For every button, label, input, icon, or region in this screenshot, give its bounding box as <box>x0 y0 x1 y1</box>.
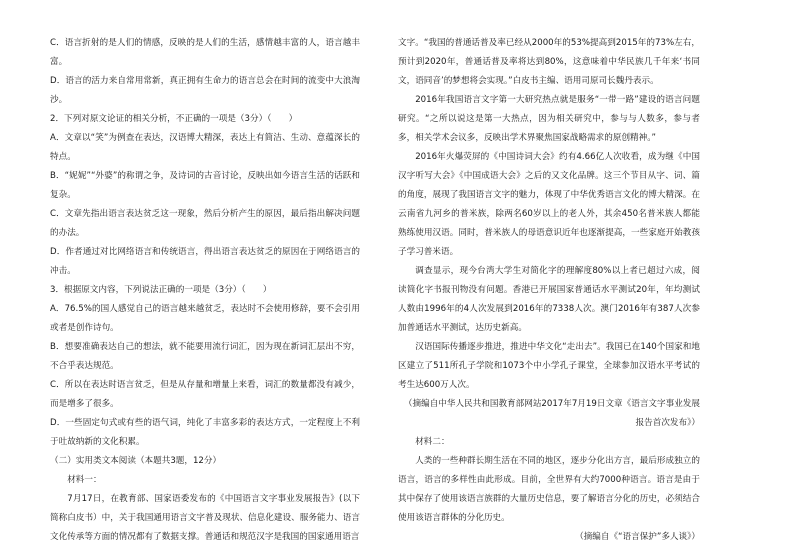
paragraph: 7月17日，在教育部、国家语委发布的《中国语言文字事业发展报告》(以下简称白皮书）中，关于我国通用语言文字普及现状、信息化建设、服务能力、语言文化传承等方面的情况都有了数据支撑。普通话和规范汉字是我国的国家通用语言 <box>50 494 360 542</box>
left-column <box>50 34 360 547</box>
paragraph: 2016年我国语言文字第一大研究热点就是服务“一带一路”建设的语言问题研究。“之所以说这是第一大热点，因为相关研究中，参与与人数多，参与者多，相关学术会议多，反映出学术界聚焦国家战略需求的原创精神。” <box>398 95 700 143</box>
paragraph: C．文章先指出语言表达贫乏这一现象，然后分析产生的原因，最后指出解决问题的办法。 <box>50 209 360 238</box>
paragraph: A．76.5%的国人感觉自己的语言越来越贫乏，表达时不会使用修辞，要不会引用或者是创作诗句。 <box>50 304 360 333</box>
paragraph: （摘编自《“语言保护”多人谈》） <box>575 532 700 542</box>
paragraph: C．语言折射的是人们的情感，反映的是人们的生活，感情越丰富的人，语言越丰富。 <box>50 38 360 67</box>
paragraph: D．一些固定句式或有些的语气词，纯化了丰富多彩的表达方式，一定程度上不利于吐故纳新的文化积累。 <box>50 418 360 447</box>
paragraph: 3．根据原文内容，下列说法正确的一项是（3分）（ ） <box>50 285 272 295</box>
paragraph: 2016年火爆荧屏的《中国诗词大会》约有4.66亿人次收看，成为继《中国汉字听写大会》《中国成语大会》之后的又文化品牌。这三个节目从字、词、篇的角度，展现了我国语言文字的魅力，体现了中华优秀语言文化的博大精深。在云南省九河乡的普米族，除两名60岁以上的老人外，其余450名普米族人都能熟练使用汉语。同时，普米族人的母语意识近年也逐渐提高，一些家庭开始教孩子学习普米语。 <box>398 152 700 257</box>
paragraph: 调查显示，现今台湾大学生对简化字的理解度80%以上者已超过六成，阅读简化字书报刊物没有问题。香港已开展国家普通话水平测试20年，年均测试人数由1996年的4人次发展到2016年的7338人次。澳门2016年有387人次参加普通话水平测试，达历史新高。 <box>398 266 700 333</box>
paragraph: 材料二： <box>415 437 450 447</box>
paragraph: C．所以在表达时语言贫乏，但是从存量和增量上来看，词汇的数量都没有减少，而是增多了很多。 <box>50 380 360 409</box>
paragraph: （二）实用类文本阅读（本题共3题，12分） <box>50 456 222 466</box>
paragraph: B．“妮妮”“外婆”的称谓之争，及诗词的古音讨论，反映出如今语言生活的话跃和复杂。 <box>50 171 360 200</box>
paragraph: 汉语国际传播逐步推进，推进中华文化“走出去”。我国已在140个国家和地区建立了511所孔子学院和1073个中小学孔子课堂，全球参加汉语水平考试的考生达600万人次。 <box>398 342 700 390</box>
paragraph: 文字。“我国的普通话普及率已经从2000年的53%提高到2015年的73%左右，预计到2020年，普通话普及率将达到80%，这意味着中华民族几千年来‘书同文，语同音’的梦想将会实现。”白皮书主编、语用司原司长魏丹表示。 <box>398 38 700 86</box>
paragraph: D．作者通过对比网络语言和传统语言，得出语言表达贫乏的原因在于网络语言的冲击。 <box>50 247 360 276</box>
paragraph: 2．下列对原文论证的相关分析，不正确的一项是（3分）（ ） <box>50 114 298 124</box>
paragraph: 材料一： <box>67 475 102 485</box>
paragraph: A．文章以“笑”为例查在表达，汉语博大精深，表达上有简洁、生动、意蕴深长的特点。 <box>50 133 360 162</box>
paragraph: 人类的一些种群长期生活在不同的地区，逐步分化出方言，最后形成独立的语言，语言的多样性由此形成。目前，全世界有大约7000种语言。语言是由于其中保存了使用该语言族群的大量历史信息，要了解语言分化的历史，必须结合使用该语言群体的分化历史。 <box>398 456 700 523</box>
paragraph: （摘编自中华人民共和国教育部网站2017年7月19日文章《语言文字事业发展报告首次发布》） <box>403 399 700 428</box>
paragraph: B．想要准确表达自己的想法，就不能要用流行词汇，因为现在新词汇层出不穷，不合乎表达规范。 <box>50 342 360 371</box>
paragraph: D．语言的活力来自常用常新，真正拥有生命力的语言总会在时间的流变中大浪淘沙。 <box>50 76 360 105</box>
right-column <box>398 34 700 547</box>
